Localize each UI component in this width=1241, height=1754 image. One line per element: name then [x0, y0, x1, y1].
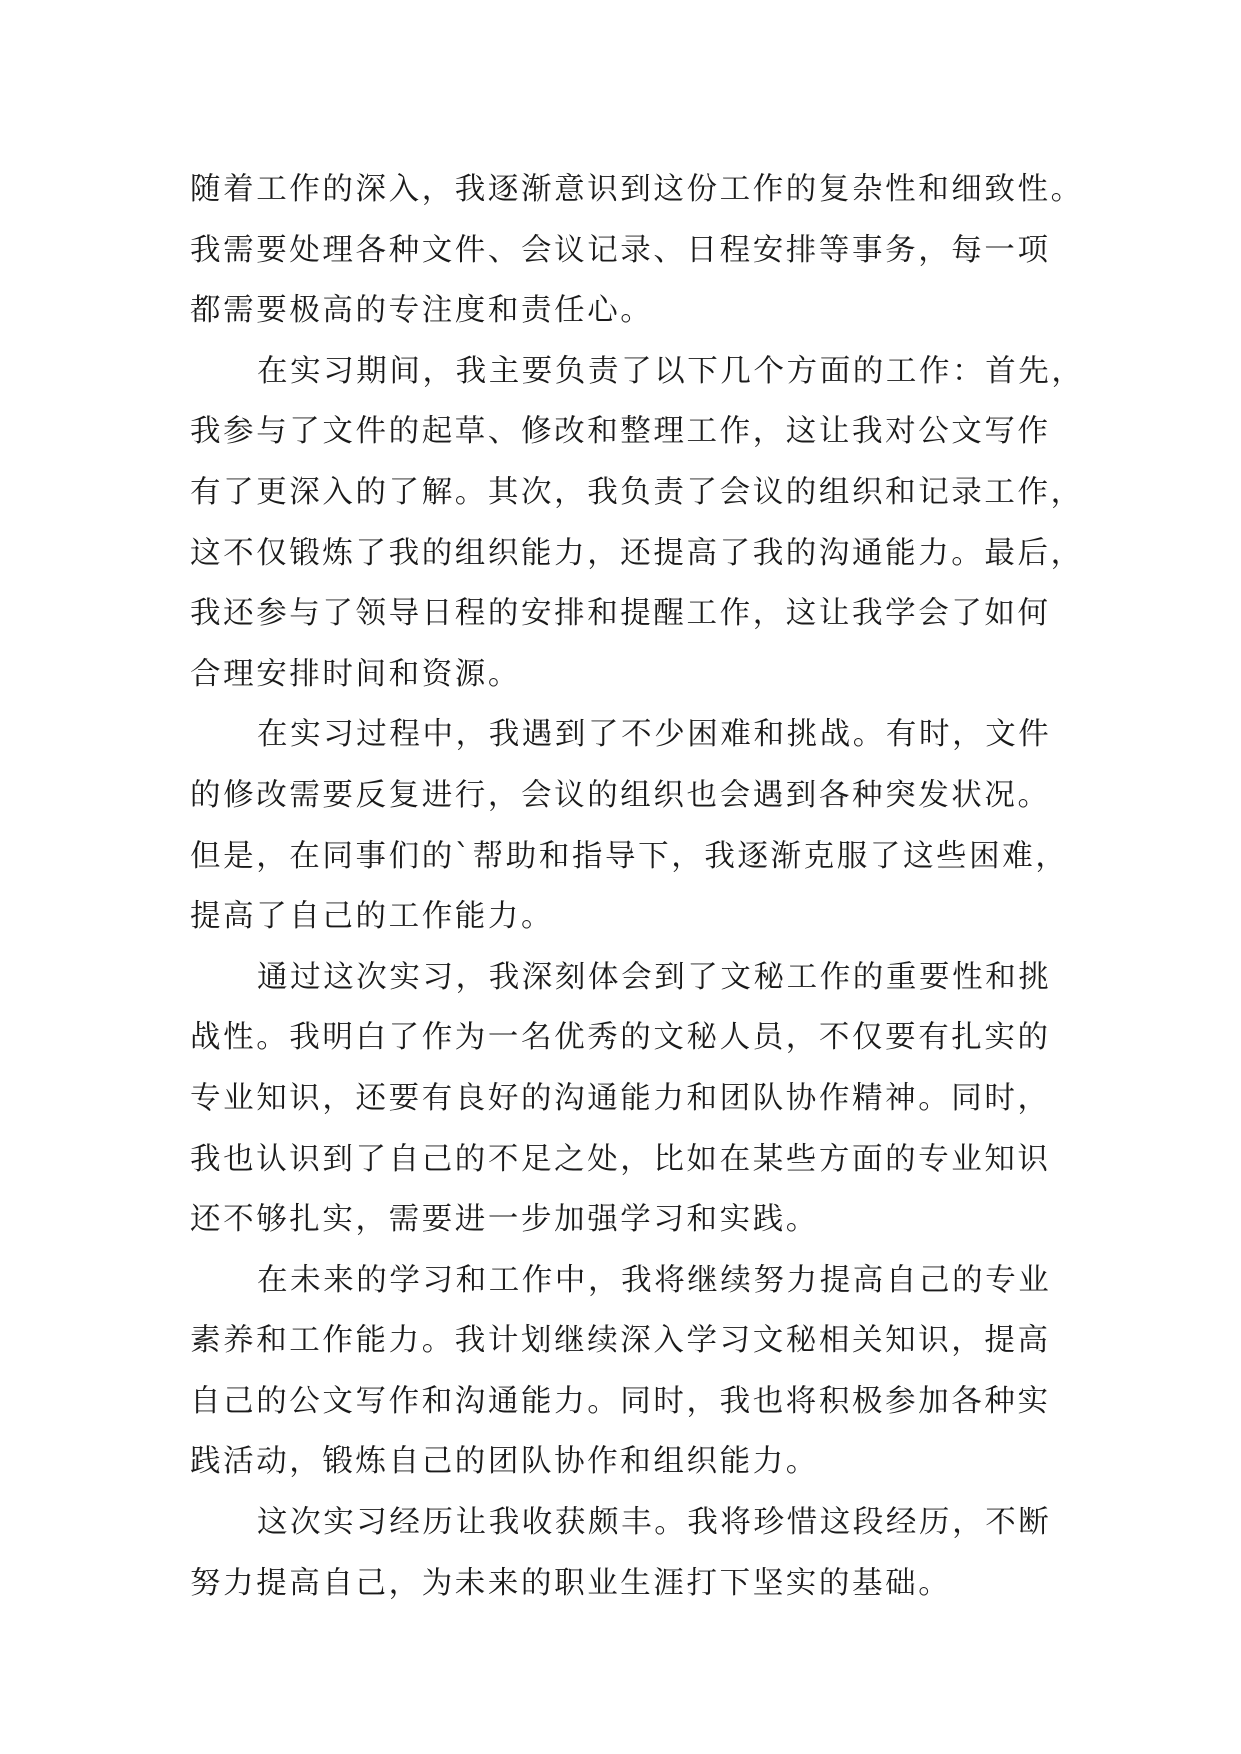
text-line: 但是，在同事们的`帮助和指导下，我逐渐克服了这些困难，	[190, 838, 1069, 874]
paragraph-2	[190, 342, 1090, 706]
text-line: 通过这次实习，我深刻体会到了文秘工作的重要性和挑	[257, 959, 1052, 995]
text-line: 努力提高自己，为未来的职业生涯打下坚实的基础。	[190, 1565, 952, 1601]
text-line: 专业知识，还要有良好的沟通能力和团队协作精神。同时，	[190, 1080, 1051, 1116]
paragraph-3	[190, 705, 1090, 947]
text-line: 有了更深入的了解。其次，我负责了会议的组织和记录工作，	[190, 474, 1084, 510]
text-line: 随着工作的深入，我逐渐意识到这份工作的复杂性和细致性。	[190, 172, 1084, 207]
text-line: 这不仅锻炼了我的组织能力，还提高了我的沟通能力。最后，	[190, 535, 1084, 571]
text-line: 合理安排时间和资源。	[190, 656, 521, 692]
paragraph-4	[190, 948, 1090, 1251]
document-body	[190, 160, 1090, 1614]
text-line: 践活动，锻炼自己的团队协作和组织能力。	[190, 1444, 819, 1480]
text-line: 素养和工作能力。我计划继续深入学习文秘相关知识，提高	[190, 1323, 1051, 1359]
text-line: 在实习期间，我主要负责了以下几个方面的工作：首先，	[257, 353, 1085, 389]
text-line: 这次实习经历让我收获颇丰。我将珍惜这段经历，不断	[257, 1505, 1052, 1541]
text-line: 我需要处理各种文件、会议记录、日程安排等事务，每一项	[190, 232, 1051, 268]
text-line: 自己的公文写作和沟通能力。同时，我也将积极参加各种实	[190, 1383, 1051, 1419]
text-line: 在实习过程中，我遇到了不少困难和挑战。有时，文件	[257, 717, 1052, 753]
text-line: 我还参与了领导日程的安排和提醒工作，这让我学会了如何	[190, 596, 1051, 632]
text-line: 提高了自己的工作能力。	[190, 899, 555, 935]
text-line: 在未来的学习和工作中，我将继续努力提高自己的专业	[257, 1262, 1052, 1298]
text-line: 我参与了文件的起草、修改和整理工作，这让我对公文写作	[190, 414, 1051, 450]
text-line: 还不够扎实，需要进一步加强学习和实践。	[190, 1202, 819, 1238]
text-line: 都需要极高的专注度和责任心。	[190, 293, 654, 329]
paragraph-5	[190, 1251, 1090, 1493]
text-line: 战性。我明白了作为一名优秀的文秘人员，不仅要有扎实的	[190, 1020, 1051, 1056]
text-line: 我也认识到了自己的不足之处，比如在某些方面的专业知识	[190, 1141, 1051, 1177]
text-line: 的修改需要反复进行，会议的组织也会遇到各种突发状况。	[190, 777, 1051, 813]
paragraph-6	[190, 1493, 1090, 1614]
paragraph-1	[190, 160, 1090, 342]
